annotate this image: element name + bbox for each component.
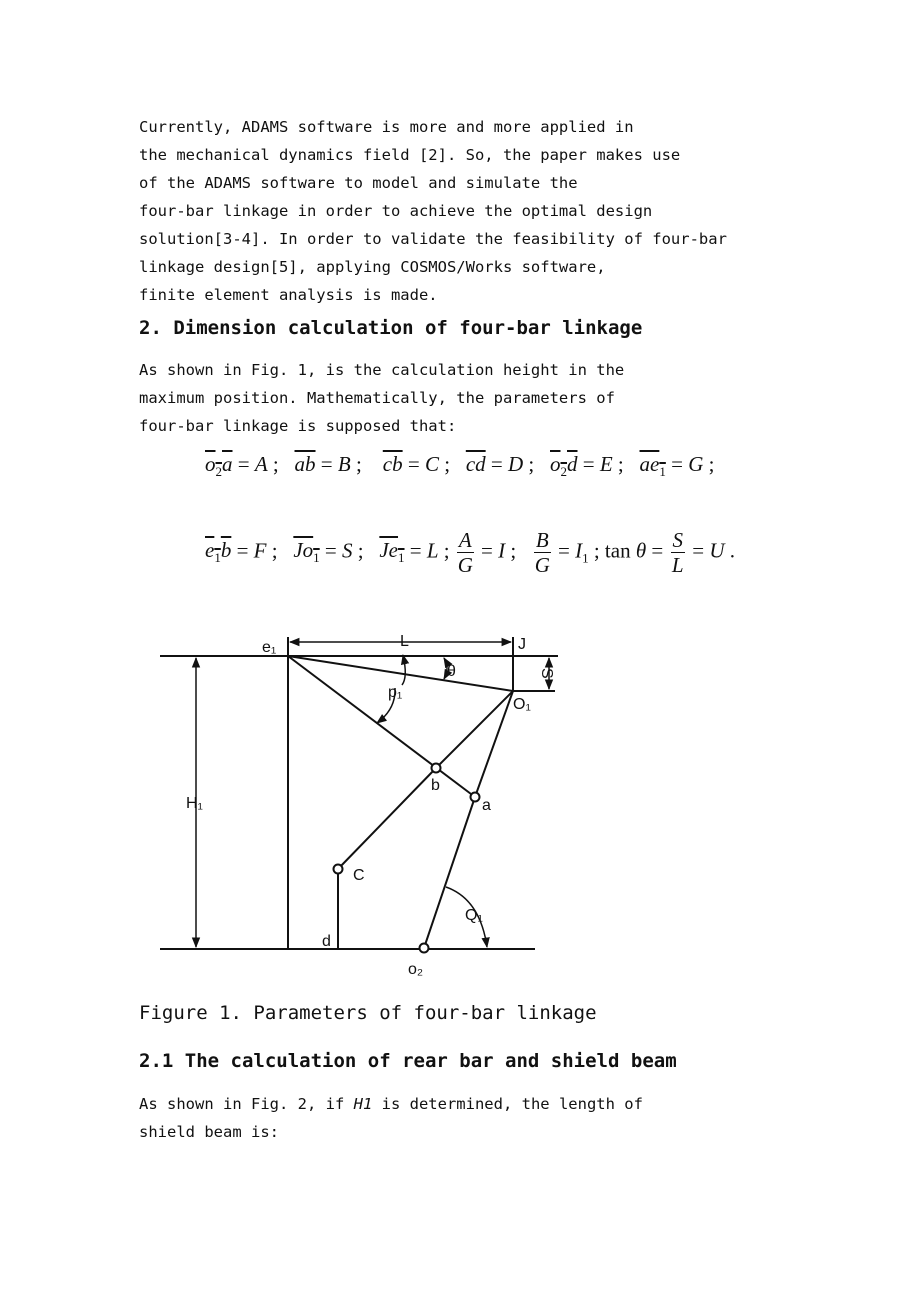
text-line: As shown in Fig. 2, if H1 is determined, the length of	[139, 1095, 643, 1113]
label-theta: θ	[447, 663, 456, 680]
label-a: a	[482, 797, 491, 814]
label-H1: H₁	[186, 795, 203, 812]
rear-link-upper	[475, 691, 513, 797]
label-Q1: Q₁	[465, 907, 483, 924]
text-line: four-bar linkage is supposed that:	[139, 417, 457, 435]
label-S: S	[538, 668, 555, 679]
joint-a	[471, 793, 480, 802]
equation-row-2: $e_1b = F$ ; $Jo_1 = S$ ; $Je_1 = L$ ; $\frac{A}{G}$ = I ; $\frac{B}{G}$ = $I_1$ ; tan θ = $\frac{S}{L}$ = U .	[205, 528, 736, 577]
rear-link-lower	[424, 797, 475, 948]
p1-leader-arrow	[402, 655, 405, 685]
label-C: C	[353, 867, 365, 884]
joint-o2	[420, 944, 429, 953]
text-line: maximum position. Mathematically, the parameters of	[139, 389, 615, 407]
text-line: finite element analysis is made.	[139, 286, 438, 304]
label-d: d	[322, 933, 331, 950]
front-link-lower	[338, 768, 436, 869]
text-line: solution[3-4]. In order to validate the feasibility of four-bar	[139, 230, 727, 248]
joint-b	[432, 764, 441, 773]
intro-paragraph	[139, 113, 779, 309]
label-p1: p₁	[388, 684, 403, 701]
front-link-upper	[436, 691, 513, 768]
label-o2: o₂	[408, 961, 424, 978]
figure-caption: Figure 1. Parameters of four-bar linkage	[139, 1002, 597, 1024]
text-line: shield beam is:	[139, 1123, 279, 1141]
text-line: the mechanical dynamics field [2]. So, the paper makes use	[139, 146, 681, 164]
label-O1: O₁	[513, 696, 531, 713]
joint-c	[334, 865, 343, 874]
equation-row-1: $o_2a = A$ ; $\overline{ab} = B$ ; $\overline{cb} = C$ ; $\overline{cd} = D$ ; $o_2d = E$ ; $ae_1 = G$ ;	[205, 452, 715, 480]
label-e1: e₁	[262, 639, 277, 656]
subsection-heading: 2.1 The calculation of rear bar and shield beam	[139, 1050, 677, 1072]
text-line: As shown in Fig. 1, is the calculation height in the	[139, 361, 625, 379]
subsection-paragraph	[139, 1090, 779, 1146]
four-bar-linkage-diagram	[150, 625, 570, 985]
label-J: J	[518, 636, 526, 653]
variable-h1: H1	[353, 1095, 373, 1113]
text-line: of the ADAMS software to model and simulate the	[139, 174, 578, 192]
section-paragraph	[139, 356, 779, 440]
section-heading: 2. Dimension calculation of four-bar linkage	[139, 317, 643, 339]
text-line: linkage design[5], applying COSMOS/Works software,	[139, 258, 606, 276]
label-b: b	[431, 777, 440, 794]
label-L: L	[400, 633, 409, 650]
text-line: Currently, ADAMS software is more and more applied in	[139, 118, 634, 136]
text-line: four-bar linkage in order to achieve the optimal design	[139, 202, 653, 220]
